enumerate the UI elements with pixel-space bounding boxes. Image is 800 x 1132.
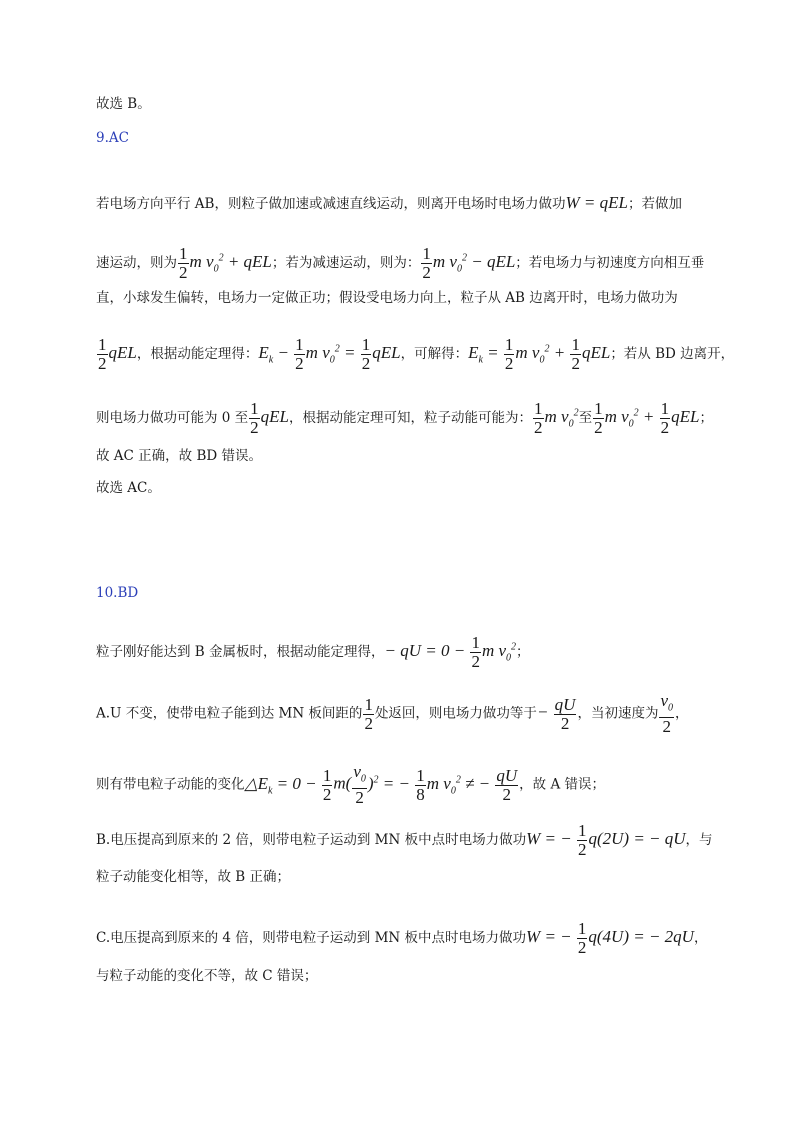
q9-para-3: 直，小球发生偏转，电场力一定做正功；假设受电场力向上，粒子从 AB 边离开时，电场力做功为: [96, 290, 678, 306]
q10-option-a-2: 则有带电粒子动能的变化$\triangle E_k = 0$ − $\frac{1}{2}$ m( $\frac{v_0}{2}$ )$^2$ = − $\frac{1}{8}$ m $v_0^2$ ≠ − $\frac{qU}{2}$ ，故 A 错误；: [96, 762, 606, 808]
choose-b-line: 故选 B。: [96, 96, 151, 112]
q9-para-5: 则电场力做功可能为 0 至 $\frac{1}{2}$ qEL，根据动能定理可知，粒子动能可能为： $\frac{1}{2}$ m $v_0^2$至 $\frac{1}{2}$ m $v_0^2$ + $\frac{1}{2}$ qEL；: [96, 399, 713, 437]
answer-10-heading: 10.BD: [96, 585, 139, 601]
q9-para-2: 速运动，则为 $\frac{1}{2}$ m $v_0^2$ + qEL；若为减速运动，则为： $\frac{1}{2}$ m $v_0^2$ − qEL；若电场力与初速度方向相互垂: [96, 244, 705, 282]
q10-para-1: 粒子刚好能达到 B 金属板时，根据动能定理得，− qU = 0 − $\frac{1}{2}$ m $v_0^2$；: [96, 633, 530, 671]
q10-option-b-1: B.电压提高到原来的 2 倍，则带电粒子运动到 MN 板中点时电场力做功W = − $\frac{1}{2}$ q(2U) = − qU，与: [96, 821, 713, 859]
q9-conclusion: 故 AC 正确，故 BD 错误。: [96, 448, 262, 464]
q9-para-4: $\frac{1}{2}$ qEL，根据动能定理得：$E_k$ − $\frac{1}{2}$ m $v_0^2$ = $\frac{1}{2}$ qEL，可解得：$E_k$ = $\frac{1}{2}$ m $v_0^2$ + $\frac{1}{2}$ qEL；若从 BD 边离开，: [98, 335, 735, 373]
q10-option-c-2: 与粒子动能的变化不等，故 C 错误；: [96, 968, 318, 984]
q10-option-a-1: A.U 不变，使带电粒子能到达 MN 板间距的 $\frac{1}{2}$ 处返回，则电场力做功等于− $\frac{qU}{2}$ ，当初速度为 $\frac{v_0}{2}$ ，: [96, 691, 689, 737]
q9-choose: 故选 AC。: [96, 480, 161, 496]
answer-9-heading: 9.AC: [96, 130, 129, 146]
q10-option-b-2: 粒子动能变化相等，故 B 正确；: [96, 869, 291, 885]
q10-option-c-1: C.电压提高到原来的 4 倍，则带电粒子运动到 MN 板中点时电场力做功W = − $\frac{1}{2}$ q(4U) = − 2qU，: [96, 919, 708, 957]
q9-para-1: 若电场方向平行 AB，则粒子做加速或减速直线运动，则离开电场时电场力做功W = qEL；若做加: [96, 193, 682, 212]
